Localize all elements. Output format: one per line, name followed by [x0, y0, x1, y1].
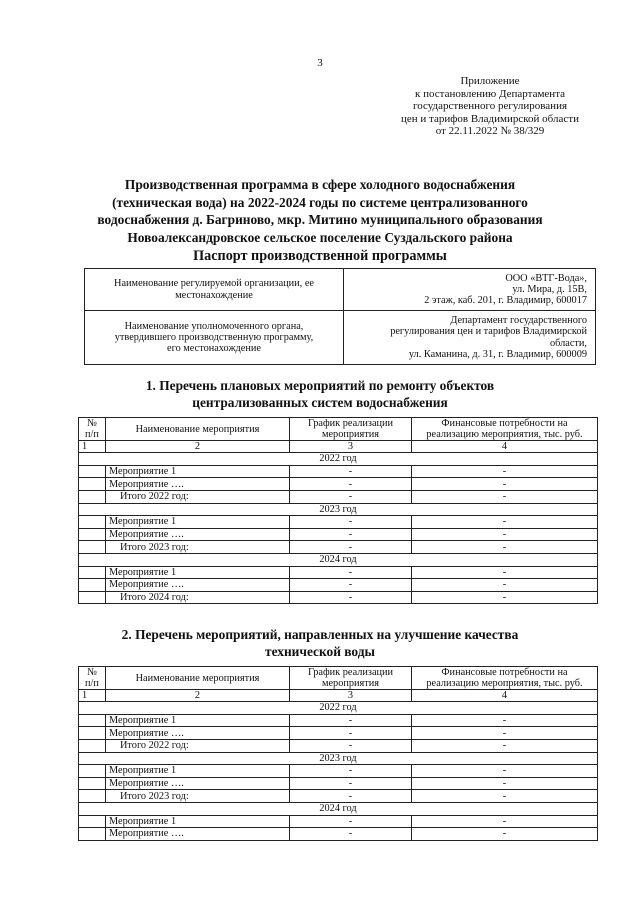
appendix-header — [380, 75, 600, 138]
section-2-title — [0, 627, 640, 660]
table-row: Мероприятие 1 - - — [79, 815, 598, 828]
section-title-line: централизованных систем водоснабжения — [192, 394, 448, 410]
document-title — [60, 176, 580, 246]
section-2-table — [78, 666, 598, 841]
numbering-row — [79, 690, 598, 702]
label-line: утвердившего производственную программу, — [114, 331, 314, 343]
passport-value — [344, 311, 596, 365]
table-row: Мероприятие …. - - — [79, 777, 598, 790]
header-schedule: График реализации мероприятия — [290, 418, 412, 441]
value-line: Департамент государственного — [450, 315, 587, 327]
title-line: Производственная программа в сфере холодного водоснабжения — [124, 177, 516, 192]
table-row: Мероприятие …. - - — [79, 579, 598, 592]
value-line: 2 этаж, каб. 201, г. Владимир, 600017 — [424, 295, 587, 307]
table-row: Мероприятие 1 - - — [79, 765, 598, 778]
title-line: (техническая вода) на 2022-2024 годы по системе централизованного — [112, 194, 528, 210]
cell: 3 — [290, 441, 412, 453]
total-row: Итого 2022 год: - - — [79, 739, 598, 752]
numbering-row — [79, 441, 598, 453]
passport-title: Паспорт производственной программы — [193, 248, 447, 264]
appendix-line: к постановлению Департамента — [414, 87, 566, 100]
year-label: 2022 год — [79, 702, 598, 715]
header-name: Наименование мероприятия — [106, 667, 290, 690]
label-line: его местонахождение — [167, 343, 261, 355]
year-label: 2024 год — [79, 802, 598, 815]
appendix-line: цен и тарифов Владимирской области — [401, 112, 579, 125]
title-line: Новоалександровское сельское поселение Суздальского района — [127, 229, 513, 245]
header-schedule: График реализации мероприятия — [290, 667, 412, 690]
passport-row — [85, 269, 596, 311]
header-finance: Финансовые потребности на реализацию мероприятия, тыс. руб. — [412, 418, 598, 441]
label-line: местонахождение — [175, 289, 253, 301]
page-number: 3 — [317, 57, 323, 69]
passport-value — [344, 269, 596, 311]
year-row — [79, 752, 598, 765]
cell: 4 — [412, 690, 598, 702]
cell: 4 — [412, 441, 598, 453]
table-row: Мероприятие …. - - — [79, 478, 598, 491]
appendix-line: Приложение — [460, 75, 520, 87]
section-title-line: 2. Перечень мероприятий, направленных на улучшение качества — [121, 627, 519, 642]
cell: 1 — [79, 441, 106, 453]
year-row — [79, 453, 598, 466]
year-row — [79, 553, 598, 566]
header-number: № п/п — [79, 418, 106, 441]
table-row: Мероприятие …. - - — [79, 528, 598, 541]
value-line: ул. Мира, д. 15В, — [512, 283, 587, 295]
value-line: ООО «ВТГ-Вода», — [505, 272, 587, 284]
header-number: № п/п — [79, 667, 106, 690]
appendix-line: государственного регулирования — [412, 100, 568, 113]
table-row: Мероприятие …. - - — [79, 727, 598, 740]
total-row: Итого 2024 год: - - — [79, 591, 598, 604]
year-row — [79, 702, 598, 715]
table-row: Мероприятие 1 - - — [79, 566, 598, 579]
cell: 2 — [106, 690, 290, 702]
passport-table — [84, 268, 596, 365]
header-finance: Финансовые потребности на реализацию мероприятия, тыс. руб. — [412, 667, 598, 690]
cell: 3 — [290, 690, 412, 702]
table-row: Мероприятие 1 - - — [79, 714, 598, 727]
label-line: Наименование уполномоченного органа, — [124, 320, 304, 332]
table-row: Мероприятие …. - - — [79, 828, 598, 841]
year-row — [79, 802, 598, 815]
passport-label — [85, 311, 344, 365]
year-label: 2022 год — [79, 453, 598, 466]
total-row: Итого 2023 год: - - — [79, 790, 598, 803]
value-line: области, — [550, 337, 587, 349]
year-label: 2024 год — [79, 553, 598, 566]
section-1-table — [78, 417, 598, 604]
table-row: Мероприятие 1 - - — [79, 516, 598, 529]
cell: 2 — [106, 441, 290, 453]
section-title-line: 1. Перечень плановых мероприятий по ремонту объектов — [145, 378, 495, 393]
section-title-line: технической воды — [265, 643, 375, 659]
year-label: 2023 год — [79, 752, 598, 765]
header-name: Наименование мероприятия — [106, 418, 290, 441]
value-line: ул. Каманина, д. 31, г. Владимир, 600009 — [408, 348, 587, 360]
section-1-title — [0, 378, 640, 411]
year-label: 2023 год — [79, 503, 598, 516]
table-row: Мероприятие 1 - - — [79, 465, 598, 478]
total-row: Итого 2022 год: - - — [79, 490, 598, 503]
table-header-row — [79, 418, 598, 441]
year-row — [79, 503, 598, 516]
total-row: Итого 2023 год: - - — [79, 541, 598, 554]
cell: 1 — [79, 690, 106, 702]
passport-row — [85, 311, 596, 365]
appendix-line: от 22.11.2022 № 38/329 — [435, 125, 545, 138]
passport-label — [85, 269, 344, 311]
title-line: водоснабжения д. Багриново, мкр. Митино муниципального образования — [97, 212, 543, 228]
table-header-row — [79, 667, 598, 690]
value-line: регулирования цен и тарифов Владимирской — [390, 326, 587, 338]
label-line: Наименование регулируемой организации, ее — [114, 278, 314, 290]
